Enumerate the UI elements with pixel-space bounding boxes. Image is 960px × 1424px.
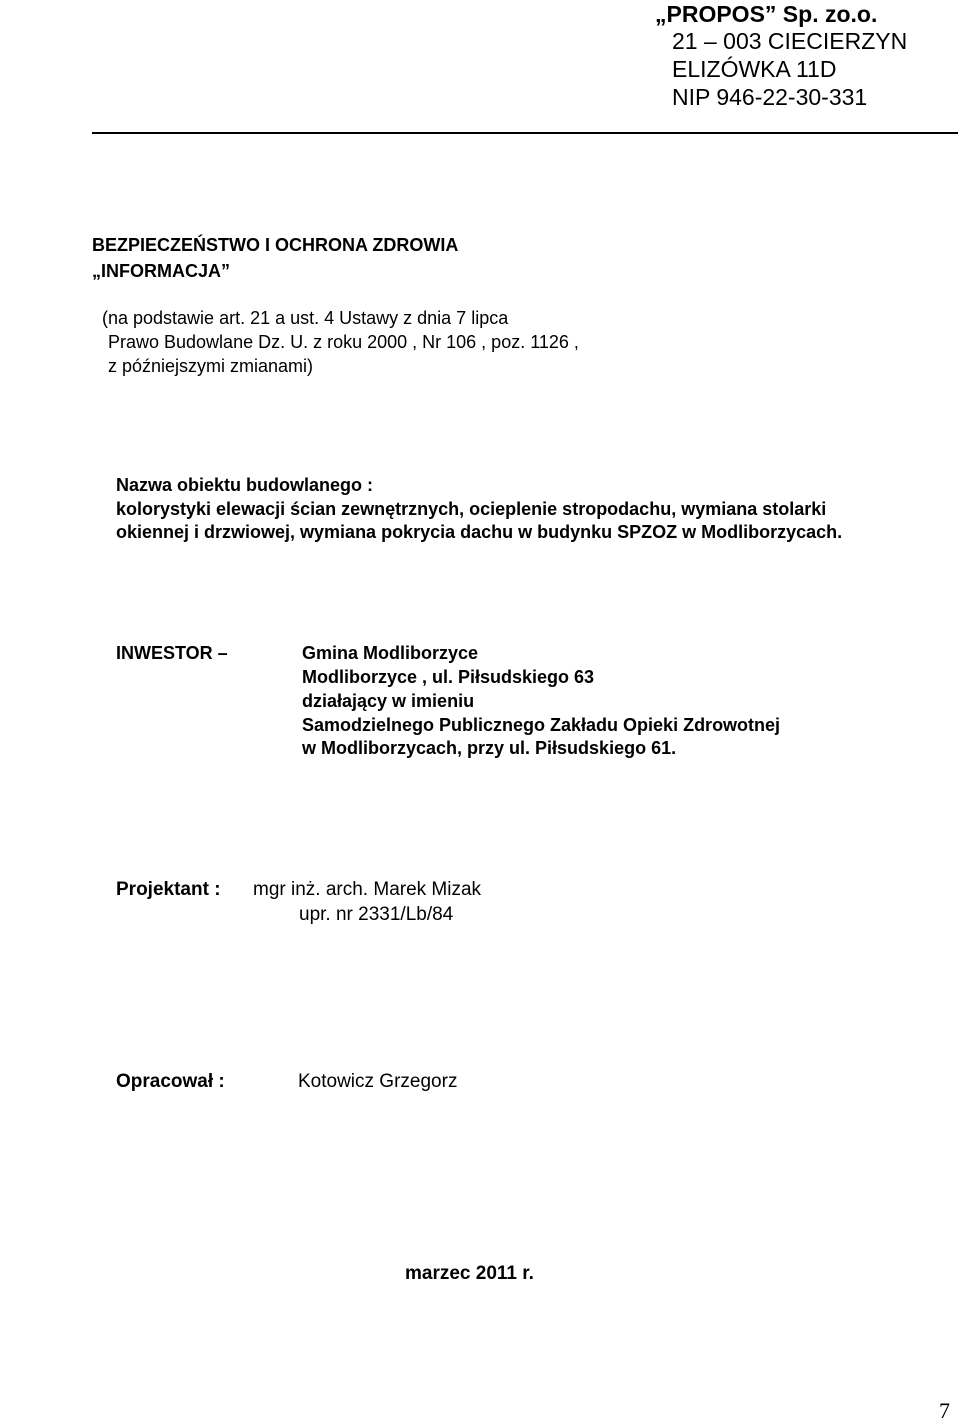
designer-license: upr. nr 2331/Lb/84	[299, 904, 454, 925]
document-title-line2: „INFORMACJA”	[92, 261, 230, 281]
object-description-line1: kolorystyki elewacji ścian zewnętrznych, ocieplenie stropodachu, wymiana stolarki	[116, 499, 827, 519]
legal-basis-line1: (na podstawie art. 21 a ust. 4 Ustawy z dnia 7 lipca	[102, 308, 509, 328]
designer-label: Projektant :	[116, 879, 221, 900]
object-description-line2: okiennej i drzwiowej, wymiana pokrycia dachu w budynku SPZOZ w Modliborzycach.	[116, 522, 843, 542]
company-nip: NIP 946-22-30-331	[672, 84, 868, 110]
document-date: marzec 2011 r.	[405, 1263, 534, 1284]
document-title-line1: BEZPIECZEŃSTWO I OCHRONA ZDROWIA	[92, 235, 459, 255]
investor-line5: w Modliborzycach, przy ul. Piłsudskiego 61.	[302, 738, 677, 758]
header-divider	[92, 132, 958, 134]
company-address-line2: ELIZÓWKA 11D	[672, 56, 837, 82]
designer-name: mgr inż. arch. Marek Mizak	[253, 879, 482, 900]
investor-line3: działający w imieniu	[302, 691, 475, 711]
company-address-line1: 21 – 003 CIECIERZYN	[672, 28, 908, 54]
legal-basis-line3: z późniejszymi zmianami)	[108, 356, 314, 376]
object-label: Nazwa obiektu budowlanego :	[116, 475, 374, 495]
company-name: „PROPOS” Sp. zo.o.	[655, 1, 878, 27]
investor-line1: Gmina Modliborzyce	[302, 643, 479, 663]
legal-basis-line2: Prawo Budowlane Dz. U. z roku 2000 , Nr 106 , poz. 1126 ,	[108, 332, 579, 352]
prepared-by-name: Kotowicz Grzegorz	[298, 1071, 458, 1092]
prepared-by-label: Opracował :	[116, 1071, 225, 1092]
investor-label: INWESTOR –	[116, 643, 228, 663]
investor-line4: Samodzielnego Publicznego Zakładu Opieki Zdrowotnej	[302, 715, 781, 735]
page-number: 7	[939, 1398, 950, 1423]
investor-line2: Modliborzyce , ul. Piłsudskiego 63	[302, 667, 595, 687]
